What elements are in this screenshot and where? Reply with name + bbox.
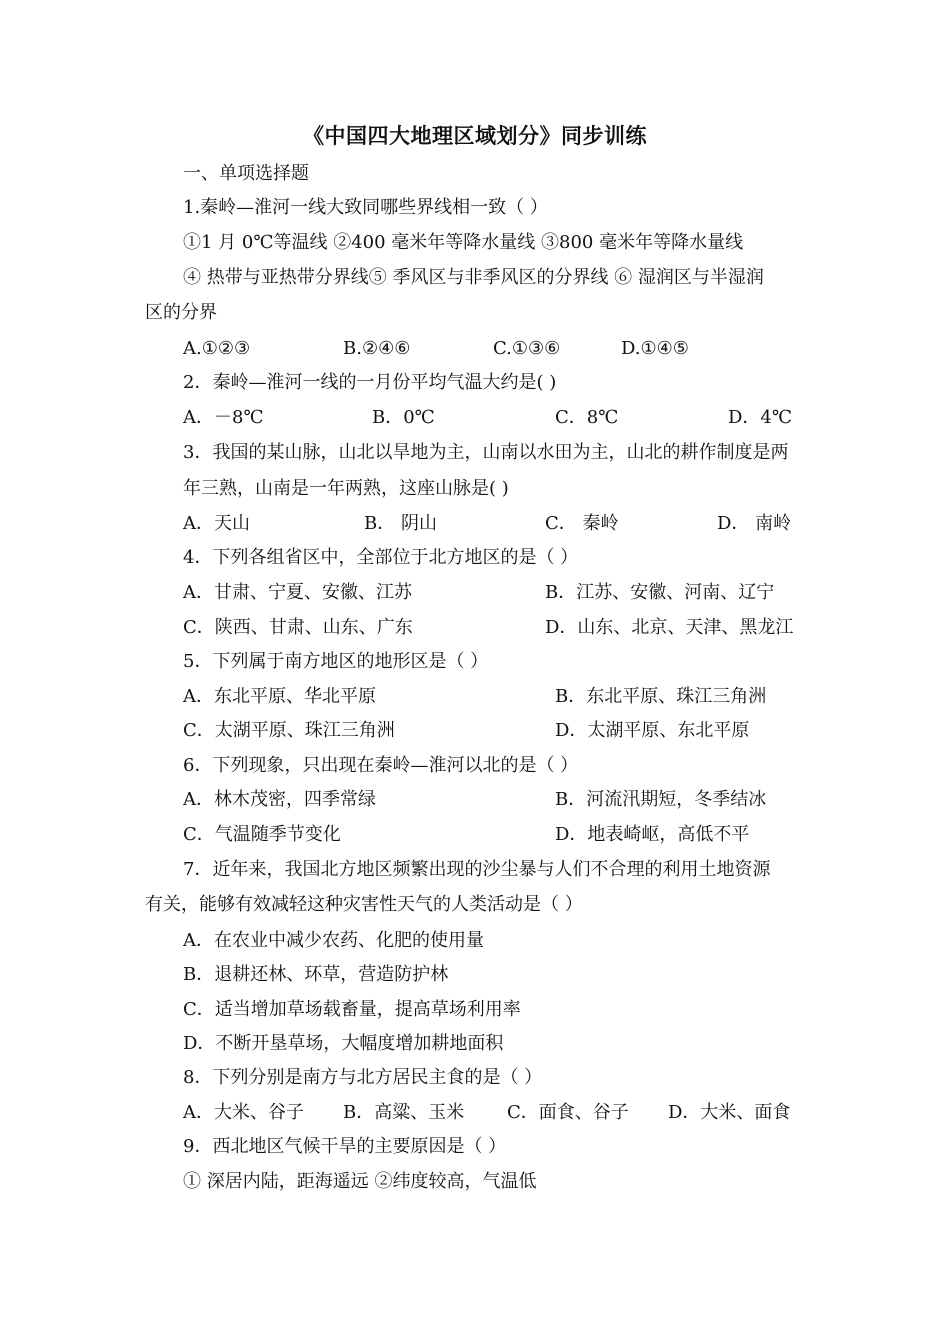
question-3-option-b: B． 阴山 bbox=[364, 513, 437, 534]
question-2-option-b: B．0℃ bbox=[372, 407, 435, 428]
question-7-stem-line-1: 7．近年来，我国北方地区频繁出现的沙尘暴与人们不合理的利用土地资源 bbox=[183, 859, 771, 880]
question-6-option-c: C．气温随季节变化 bbox=[183, 824, 341, 845]
question-4-option-a: A．甘肃、宁夏、安徽、江苏 bbox=[183, 582, 412, 603]
question-6-stem: 6．下列现象，只出现在秦岭—淮河以北的是（ ） bbox=[183, 755, 579, 776]
question-2-stem: 2．秦岭—淮河一线的一月份平均气温大约是( ) bbox=[183, 372, 557, 393]
question-5-option-c: C．太湖平原、珠江三角洲 bbox=[183, 720, 395, 741]
question-1-option-a: A.①②③ bbox=[183, 338, 251, 359]
question-1-option-d: D.①④⑤ bbox=[621, 338, 689, 359]
question-3-stem-line-1: 3．我国的某山脉，山北以旱地为主，山南以水田为主，山北的耕作制度是两 bbox=[183, 442, 789, 463]
question-5-option-a: A．东北平原、华北平原 bbox=[183, 686, 376, 707]
question-9-stem: 9．西北地区气候干旱的主要原因是（ ） bbox=[183, 1136, 507, 1157]
question-6-option-d: D．地表崎岖，高低不平 bbox=[555, 824, 750, 845]
question-1-option-c: C.①③⑥ bbox=[493, 338, 561, 359]
question-7-option-a: A．在农业中减少农药、化肥的使用量 bbox=[183, 930, 484, 951]
question-1-items-line-2: ④ 热带与亚热带分界线⑤ 季风区与非季风区的分界线 ⑥ 湿润区与半湿润 bbox=[183, 267, 764, 288]
question-3-stem-line-2: 年三熟，山南是一年两熟，这座山脉是( ) bbox=[183, 478, 509, 499]
question-1-option-b: B.②④⑥ bbox=[343, 338, 411, 359]
question-8-option-d: D．大米、面食 bbox=[668, 1102, 791, 1123]
question-2-option-a: A．－8℃ bbox=[183, 407, 264, 428]
question-9-items-line-1: ① 深居内陆，距海遥远 ②纬度较高，气温低 bbox=[183, 1171, 537, 1192]
question-2-option-c: C．8℃ bbox=[555, 407, 619, 428]
question-5-option-b: B．东北平原、珠江三角洲 bbox=[555, 686, 767, 707]
question-1-stem: 1.秦岭—淮河一线大致同哪些界线相一致（ ） bbox=[183, 197, 548, 218]
question-1-items-line-1: ①1 月 0℃等温线 ②400 毫米年等降水量线 ③800 毫米年等降水量线 bbox=[183, 232, 744, 253]
question-5-stem: 5．下列属于南方地区的地形区是（ ） bbox=[183, 651, 489, 672]
question-3-option-a: A．天山 bbox=[183, 513, 250, 534]
question-2-option-d: D．4℃ bbox=[728, 407, 793, 428]
question-8-stem: 8．下列分别是南方与北方居民主食的是（ ） bbox=[183, 1067, 543, 1088]
question-4-option-c: C．陕西、甘肃、山东、广东 bbox=[183, 617, 413, 638]
question-4-option-d: D．山东、北京、天津、黑龙江 bbox=[545, 617, 794, 638]
question-6-option-b: B．河流汛期短，冬季结冰 bbox=[555, 789, 767, 810]
question-8-option-a: A．大米、谷子 bbox=[183, 1102, 304, 1123]
question-7-option-c: C．适当增加草场载畜量，提高草场利用率 bbox=[183, 999, 521, 1020]
document-title: 《中国四大地理区域划分》同步训练 bbox=[303, 123, 647, 148]
question-4-option-b: B．江苏、安徽、河南、辽宁 bbox=[545, 582, 775, 603]
question-4-stem: 4．下列各组省区中，全部位于北方地区的是（ ） bbox=[183, 547, 579, 568]
question-7-option-b: B．退耕还林、环草，营造防护林 bbox=[183, 964, 449, 985]
section-heading: 一、单项选择题 bbox=[183, 163, 309, 184]
question-8-option-c: C．面食、谷子 bbox=[507, 1102, 629, 1123]
question-3-option-c: C． 秦岭 bbox=[545, 513, 619, 534]
question-5-option-d: D．太湖平原、东北平原 bbox=[555, 720, 750, 741]
question-8-option-b: B．高粱、玉米 bbox=[343, 1102, 465, 1123]
question-3-option-d: D． 南岭 bbox=[717, 513, 792, 534]
question-6-option-a: A．林木茂密，四季常绿 bbox=[183, 789, 376, 810]
question-7-option-d: D．不断开垦草场，大幅度增加耕地面积 bbox=[183, 1033, 504, 1054]
question-1-items-line-3: 区的分界 bbox=[145, 302, 217, 323]
question-7-stem-line-2: 有关，能够有效减轻这种灾害性天气的人类活动是（ ） bbox=[145, 894, 583, 915]
